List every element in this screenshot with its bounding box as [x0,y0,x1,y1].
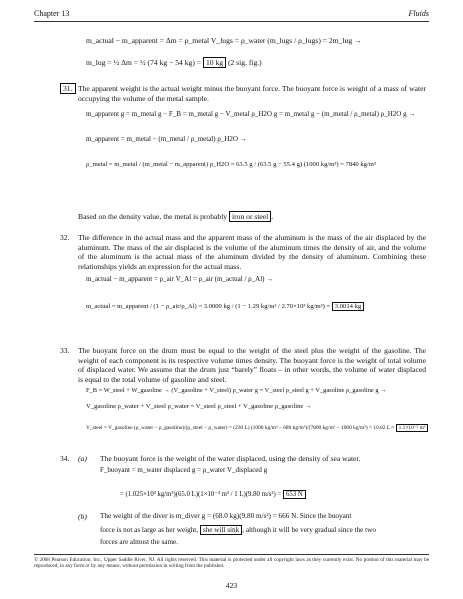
answer-box-sink: she will sink [200,525,242,535]
conclusion-text: Based on the density value, the metal is probably [78,212,228,221]
problem-34a-text: The buoyant force is the weight of the water displaced, using the density of sea water. [100,454,361,463]
part-b-label: (b) [78,512,87,521]
part-a-label: (a) [78,454,87,463]
line2-start: force is not as large as her weight, [100,526,199,534]
equation-32-actual-mass [86,302,364,312]
problem-31-conclusion [78,212,273,222]
answer-box-aluminum-mass: 3.0014 kg [332,302,364,311]
equation-33-text: V_steel = V_gasoline (ρ_water − ρ_gasoline)/(ρ_steel − ρ_water) = (230 L) (1000 kg/m³ − 680 kg/m³)/(7800 kg/m³ − 1000 kg/m³) = 10.82 L ≈ [86,425,395,431]
equation-31-density: ρ_metal = m_metal / (m_metal − m_apparent) ρ_H2O = 63.5 g / (63.5 g − 55.4 g) (1000 kg/m³) = 7840 kg/m³ [86,161,376,168]
equation-34a-text: = (1.025×10³ kg/m³)(65.0 L)(1×10⁻³ m³ / 1 L)(9.80 m/s²) = [120,491,282,498]
page-number: 423 [225,581,238,590]
page-header [34,9,429,21]
equation-lug-mass [86,58,262,68]
equation-32-text: m_actual = m_apparent / (1 − ρ_air/ρ_Al) = 3.0000 kg / (1 − 1.29 kg/m³ / 2.70×10³ kg/m³) = [86,303,331,310]
header-rule [34,21,429,22]
equation-lug-mass-text: m_lug = ½ Δm = ½ (74 kg − 54 kg) = [86,58,202,67]
equation-34a-buoyant: F_buoyant = m_water displaced g = ρ_water V_displaced g [100,466,268,474]
line2-end: , although it will be very gradual since the two [242,526,376,534]
topic-label: Fluids [408,9,429,18]
answer-box-steel-volume: 1.1×10⁻² m³ [396,424,429,432]
copyright-footer: © 2008 Pearson Education, Inc., Upper Saddle River, NJ. All rights reserved. This material is protected under all copyright laws as they currently exist. No portion of this material may be reproduced, in any form or by any means, without permission in writing from the publisher. [34,557,429,570]
sig-fig-note: (2 sig. fig.) [227,58,262,67]
equation-33-steel-volume [86,424,428,434]
equation-33-volumes: V_gasoline ρ_water + V_steel ρ_water = V_steel ρ_steel + V_gasoline ρ_gasoline → [86,403,312,410]
equation-33-buoyant: F_B = W_steel + W_gasoline → (V_gasoline + V_steel) ρ_water g = V_steel ρ_steel g + V_gasoline ρ_gasoline g → [86,387,387,394]
problem-33-text: The buoyant force on the drum must be equal to the weight of the steel plus the weight of the gasoline. The weight of each component is its respective volume times density. The buoyant force is the weight of total volume of displaced water. We assume that the drum just “barely” floats – in other words, the volume of water displaced is equal to the total volume of gasoline and steel. [78,346,426,384]
equation-31-apparent-weight: m_apparent g = m_metal g − F_B = m_metal g − V_metal ρ_H2O g = m_metal g − (m_metal / ρ_metal) ρ_H2O g → [86,110,416,118]
period: . [271,212,274,221]
problem-number-33: 33. [60,346,70,355]
chapter-label: Chapter 13 [34,9,70,18]
equation-31-apparent-mass: m_apparent = m_metal − (m_metal / ρ_metal) ρ_H2O → [86,135,247,143]
problem-31-text: The apparent weight is the actual weight minus the buoyant force. The buoyant force is weight of a mass of water occupying the volume of the metal sample. [78,84,426,103]
problem-number-32: 32. [60,233,70,242]
problem-34b-line3: forces are almost the same. [100,538,179,546]
problem-34b-line1: The weight of the diver is m_diver g = (68.0 kg)(9.80 m/s²) = 666 N. Since the buoyant [100,512,352,520]
problem-34b-line2 [100,526,376,536]
problem-32-text: The difference in the actual mass and the apparent mass of the aluminum is the mass of the air displaced by the aluminum. The mass of the air displaced is the volume of the aluminum times the density of air, and the volume of the aluminum is the actual mass of the aluminum divided by the density of aluminum. Combining these relationships yields an expression for the actual mass. [78,233,426,271]
footer-rule [34,554,429,555]
answer-box-metal: iron or steel [229,211,271,222]
answer-box-buoyant-force: 653 N [283,490,306,499]
answer-box-lug-mass: 10 kg [203,57,226,68]
problem-number-34: 34. [60,454,70,463]
equation-34a-numeric [120,490,306,500]
equation-32-mass-difference: m_actual − m_apparent = ρ_air V_Al = ρ_air (m_actual / ρ_Al) → [86,275,274,283]
problem-number-31: 31. [60,84,76,94]
equation-mass-difference: m_actual − m_apparent = Δm = ρ_metal V_lugs = ρ_water (m_lugs / ρ_lugs) = 2m_lug → [86,36,362,45]
